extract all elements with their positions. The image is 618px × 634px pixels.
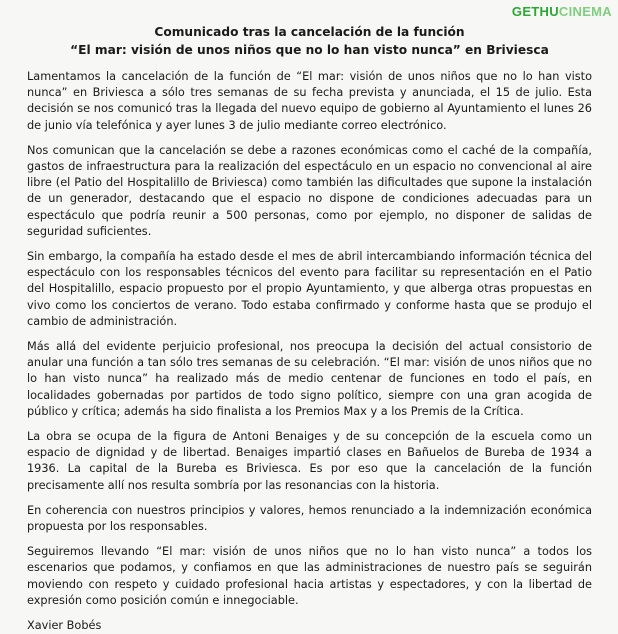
watermark-part1: GETHU	[511, 4, 559, 19]
paragraph-5: La obra se ocupa de la figura de Antoni Benaiges y de su concepción de la escuela como un espacio de dignidad y de libertad. Benaiges impartió clases en Bañuelos de Bureba de 1934 a 1936. La capital de la Bureba es Briviesca. Es por eso que la cancelación de la función precisamente allí nos resulta sombría por las resonancias con la historia.	[27, 430, 592, 492]
document-title	[27, 24, 592, 59]
paragraph-7: Seguiremos llevando “El mar: visión de unos niños que no lo han visto nunca” a todos los escenarios que podamos, y confiamos en que las administraciones de nuestro país se seguirán moviendo con respeto y cuidado profesional hacia artistas y espectadores, y con la libertad de expresión como posición común e innegociable.	[27, 545, 592, 607]
paragraph-1: Lamentamos la cancelación de la función de “El mar: visión de unos niños que no lo han visto nunca” en Briviesca a sólo tres semanas de su fecha prevista y anunciada, el 15 de julio. Esta decisión se nos comunicó tras la llegada del nuevo equipo de gobierno al Ayuntamiento el lunes 26 de junio vía telefónica y ayer lunes 3 de julio mediante correo electrónico.	[27, 70, 592, 132]
watermark-part2: CINEMA	[558, 4, 612, 19]
paragraph-3: Sin embargo, la compañía ha estado desde el mes de abril intercambiando información técnica del espectáculo con los responsables técnicos del evento para facilitar su representación en el Patio del Hospitalillo, espacio propuesto por el propio Ayuntamiento, y que alberga otras propuestas en vivo como los conciertos de verano. Todo estaba confirmado y conforme hasta que se produjo el cambio de administración.	[27, 250, 592, 328]
paragraph-6: En coherencia con nuestros principios y valores, hemos renunciado a la indemnización económica propuesta por los responsables.	[27, 503, 592, 534]
paragraph-2: Nos comunican que la cancelación se debe a razones económicas como el caché de la compañía, gastos de infraestructura para la realización del espectáculo en un espacio no convencional al aire libre (el Patio del Hospitalillo de Briviesca) como también las dificultades que supone la instalación de un generador, destacando que el espacio no dispone de condiciones adecuadas para un espectáculo que podría reunir a 500 personas, como por ejemplo, no disponer de salidas de seguridad suficientes.	[27, 143, 592, 238]
statement-document	[27, 24, 592, 634]
title-line-1: Comunicado tras la cancelación de la función	[154, 25, 465, 39]
paragraph-4: Más allá del evidente perjuicio profesional, nos preocupa la decisión del actual consistorio de anular una función a tan sólo tres semanas de su celebración. “El mar: visión de unos niños que no lo han visto nunca” ha realizado más de medio centenar de funciones en todo el país, en localidades gobernadas por partidos de todo signo político, siempre con una gran acogida de público y crítica; además ha sido finalista a los Premios Max y a los Premis de la Crítica.	[27, 340, 592, 418]
title-line-2: “El mar: visión de unos niños que no lo han visto nunca” en Briviesca	[70, 42, 549, 57]
signature: Xavier Bobés	[27, 619, 102, 633]
watermark-logo	[512, 4, 612, 19]
